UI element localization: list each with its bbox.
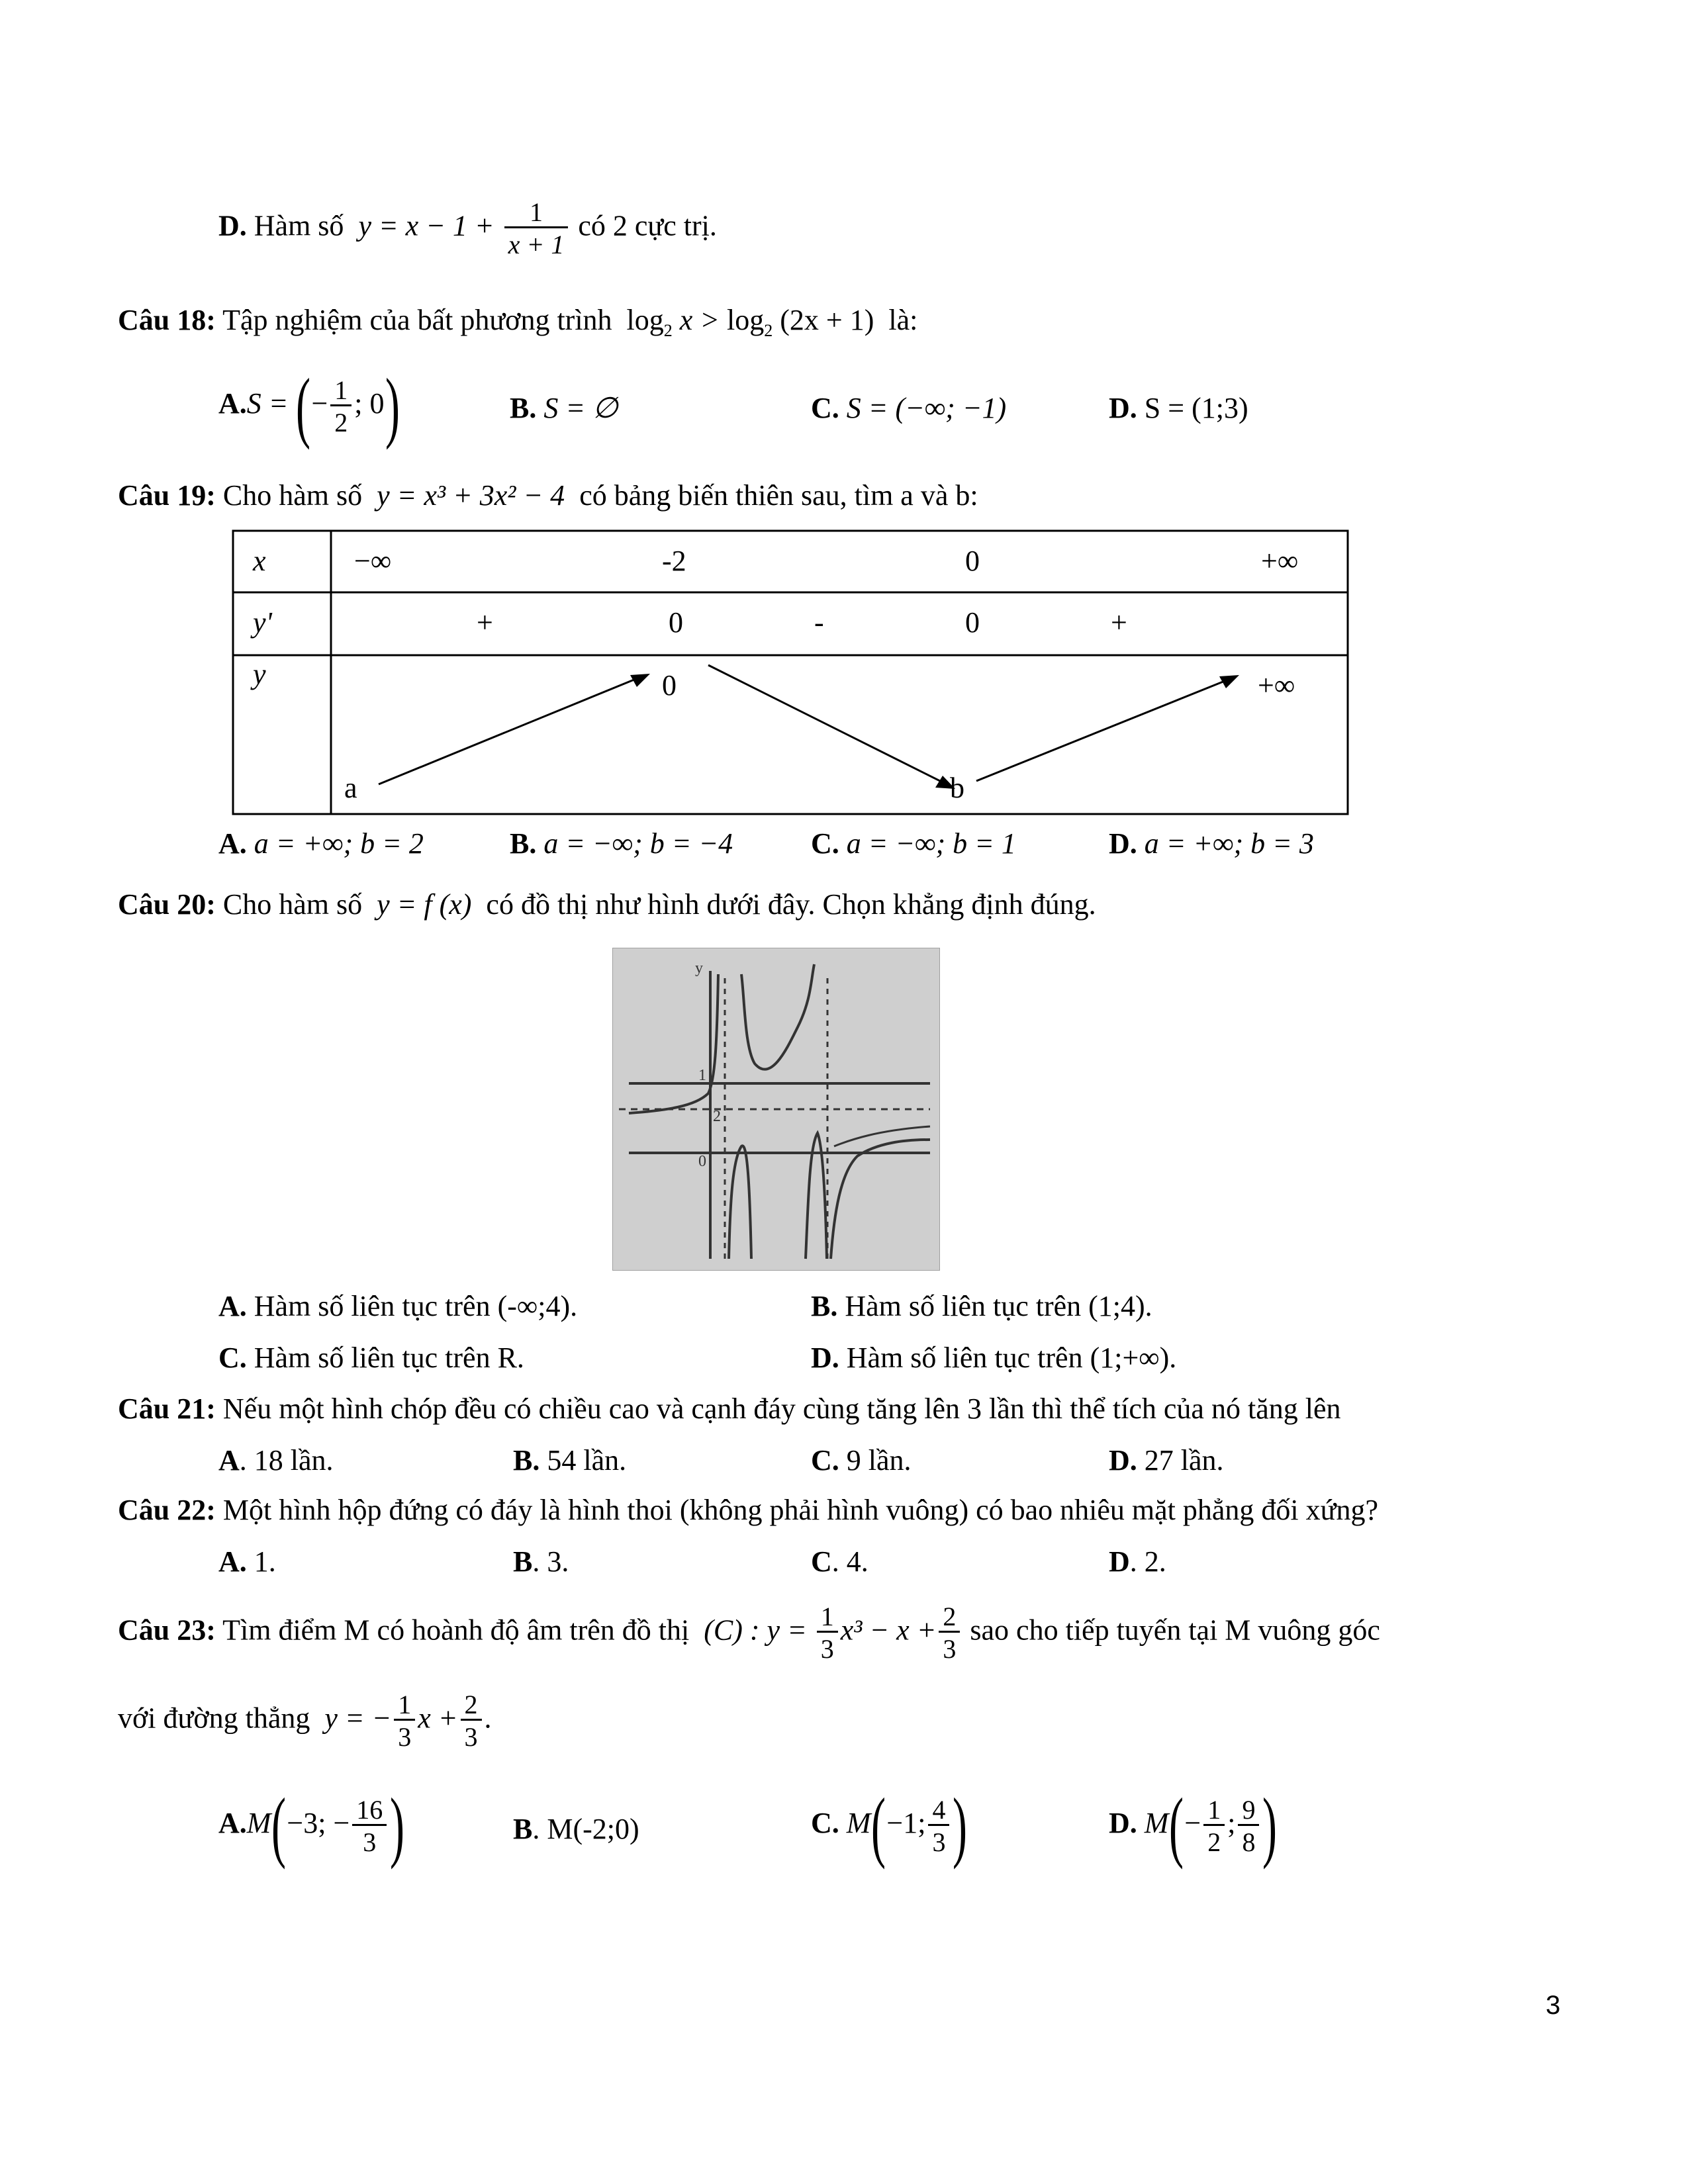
svg-text:y: y: [695, 960, 703, 977]
table-x-label: x: [253, 545, 266, 577]
svg-text:0: 0: [662, 669, 677, 702]
q20-option-c: C. Hàm số liên tục trên R.: [218, 1342, 524, 1374]
table-x-minus2: -2: [662, 545, 686, 577]
q22-option-d: D. 2.: [1109, 1545, 1166, 1578]
svg-text:0: 0: [698, 1153, 706, 1170]
q20-option-b: B. Hàm số liên tục trên (1;4).: [811, 1290, 1152, 1322]
table-y-label: y: [253, 658, 266, 690]
table-x-neg-inf: −∞: [354, 545, 392, 577]
variation-table: [232, 529, 1350, 821]
q18-option-c: C. S = (−∞; −1): [811, 392, 1007, 424]
option-label: D.: [218, 209, 247, 242]
q23-stem: Câu 23: Tìm điểm M có hoành độ âm trên đồ thị (C) : y = $\frac{1}{3}$ x³ − x + $\frac{2}{3}$ sao cho tiếp tuyến tại M vuông góc: [118, 1602, 1380, 1664]
fraction: $\frac{1}{x + 1}$: [504, 199, 569, 259]
q21-option-b: B. 54 lần.: [513, 1444, 627, 1477]
q18-option-b: B. S = ∅: [510, 392, 618, 424]
page-number: 3: [1546, 1991, 1561, 2020]
svg-text:-: -: [814, 606, 824, 639]
q22-stem: Câu 22: Một hình hộp đứng có đáy là hình thoi (không phải hình vuông) có bao nhiêu mặt phẳng đối xứng?: [118, 1494, 1379, 1526]
q17-option-d: D. Hàm số y = x − 1 + $\frac{1}{x + 1}$ có 2 cực trị.: [218, 197, 717, 259]
q23-option-d: D. M(− $\frac{1}{2}$ ; $\frac{9}{8}$ ): [1109, 1782, 1278, 1870]
q20-option-d: D. Hàm số liên tục trên (1;+∞).: [811, 1342, 1177, 1374]
q19-stem: Câu 19: Cho hàm số y = x³ + 3x² − 4 có bảng biến thiên sau, tìm a và b:: [118, 479, 978, 512]
table-x-zero: 0: [965, 545, 980, 577]
svg-text:1: 1: [698, 1067, 706, 1084]
table-yprime-label: y': [253, 606, 272, 639]
q19-option-a: A. a = +∞; b = 2: [218, 827, 424, 860]
q23-option-b: B. M(-2;0): [513, 1813, 639, 1845]
table-x-pos-inf: +∞: [1261, 545, 1299, 577]
svg-text:+: +: [477, 606, 493, 639]
svg-text:2: 2: [713, 1108, 721, 1125]
function-graph-photo: [612, 948, 940, 1271]
q23-option-a: A.M(−3; − $\frac{16}{3}$ ): [218, 1782, 405, 1870]
q21-option-c: C. 9 lần.: [811, 1444, 912, 1477]
q23-option-c: C. M(−1; $\frac{4}{3}$ ): [811, 1782, 968, 1870]
q20-option-a: A. Hàm số liên tục trên (-∞;4).: [218, 1290, 578, 1322]
q21-option-d: D. 27 lần.: [1109, 1444, 1224, 1477]
q19-option-c: C. a = −∞; b = 1: [811, 827, 1016, 860]
svg-text:+∞: +∞: [1258, 669, 1295, 702]
q22-option-b: B. 3.: [513, 1545, 569, 1578]
q18-stem: Câu 18: Tập nghiệm của bất phương trình $\log_2 x > \log_2 (2x + 1)$ là:: [118, 304, 918, 340]
svg-text:0: 0: [965, 606, 980, 639]
svg-text:b: b: [950, 772, 964, 804]
q21-option-a: A. 18 lần.: [218, 1444, 334, 1477]
q20-stem: Câu 20: Cho hàm số y = f (x) có đồ thị như hình dưới đây. Chọn khẳng định đúng.: [118, 888, 1096, 921]
q19-option-d: D. a = +∞; b = 3: [1109, 827, 1314, 860]
svg-text:a: a: [344, 772, 357, 804]
q23-stem-line2: với đường thẳng y = − $\frac{1}{3}$ x + $\frac{2}{3}$ .: [118, 1690, 492, 1752]
svg-text:+: +: [1111, 606, 1127, 639]
q18-option-d: D. S = (1;3): [1109, 392, 1248, 424]
q22-option-a: A. 1.: [218, 1545, 276, 1578]
svg-text:0: 0: [669, 606, 683, 639]
q22-option-c: C. 4.: [811, 1545, 868, 1578]
q19-option-b: B. a = −∞; b = −4: [510, 827, 733, 860]
q18-option-a: A.S = (− $\frac{1}{2}$ ; 0): [218, 362, 400, 450]
q21-stem: Câu 21: Nếu một hình chóp đều có chiều cao và cạnh đáy cùng tăng lên 3 lần thì thể tích của nó tăng lên: [118, 1392, 1341, 1425]
